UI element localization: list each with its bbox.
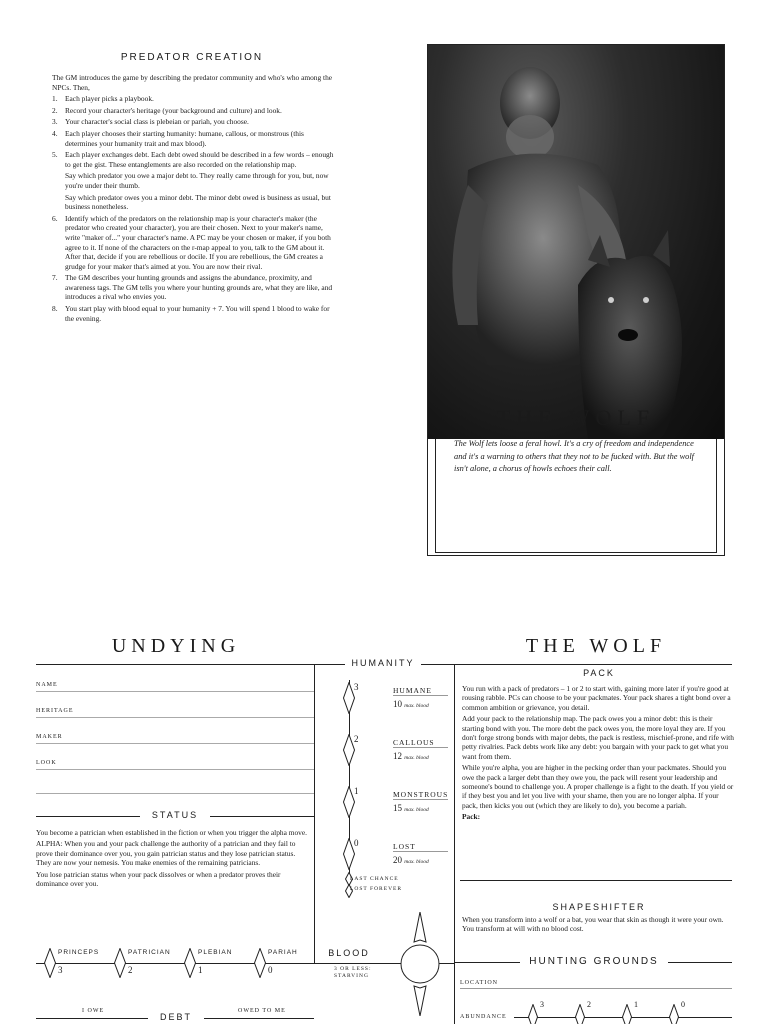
humanity-level-number: 2 [354,734,359,744]
predator-creation-step [52,106,334,116]
predator-creation-header [52,52,332,68]
status-level-label: PRINCEPS [58,949,100,956]
predator-creation-intro: The GM introduces the game by describing the predator community and who's who among the NPCs. Then, [52,73,333,92]
humanity-level-label: HUMANE [393,686,432,695]
step-number: 3. [52,117,58,127]
step-text: Say which predator owes you a minor debt. The minor debt owed is business as usual, but business nonetheless. [65,192,331,212]
humanity-level-rule [393,851,448,852]
step-text: Each player exchanges debt. Each debt owed should be described in a few words – enough to get the gist. These entanglements are also recorded on the relationship map. [65,150,334,169]
abundance-diamond-1[interactable] [622,1004,632,1024]
step-number: 1. [52,94,58,104]
max-blood-caption: max. blood [404,859,429,865]
step-text: Each player picks a playbook. [65,94,154,104]
pack-paragraph-1: You run with a pack of predators – 1 or 2 to start with, gaining more later if you're good at rousing rabble. PCs can choose to be your packmates. Your pack shares a tight bond over a common ambition or grievance, you detail. [462,684,731,712]
step-text: Record your character's heritage (your background and culture) and look. [65,105,282,115]
humanity-max-blood [393,803,429,813]
humanity-max-blood [393,699,429,709]
predator-creation-step [52,304,334,323]
wolf-card-illustration [428,45,724,439]
left-column-divider [314,664,315,964]
step-number: 7. [52,273,58,283]
max-blood-value: 10 [393,699,402,709]
step-number: 2. [52,105,58,115]
extra-field-line[interactable] [36,793,314,794]
abundance-diamond-2[interactable] [575,1004,585,1024]
humanity-level-label: LOST [393,842,416,851]
heritage-field-label: HERITAGE [36,708,74,714]
heritage-field-line[interactable] [36,717,314,718]
status-level-number: 3 [58,965,63,975]
status-track-line [36,963,314,964]
pack-title: PACK [570,668,628,678]
max-blood-caption: max. blood [404,755,429,761]
status-diamond-pariah[interactable] [254,948,266,978]
status-text [36,828,308,888]
card-description: The Wolf lets loose a feral howl. It's a cry of freedom and independence and it's a warning to others that they not to be fucked with. But the wolf isn't alone, a chorus of howls echoes their call. [454,439,694,473]
max-blood-value: 15 [393,803,402,813]
step-text: Identify which of the predators on the relationship map is your character's maker (the predator who created your character), you are their chosen. Next to your maker's name, write "maker of..." your character's name. A PC may be your chosen or maker, if you both agree to it. If none of the characters on the r-map appeal to you, talk to the GM about it. After that, decide if you are rebellious or docile. If you are rebellious, the GM creates a grudge for your maker that's aimed at you. You are now their rival. [65,213,331,271]
name-field-label: NAME [36,682,58,688]
predator-creation-step [52,117,334,127]
humanity-level-rule [393,747,448,748]
predator-creation-body [52,73,334,323]
abundance-diamond-0[interactable] [669,1004,679,1024]
predator-creation-steps [52,94,334,323]
status-paragraph-1: You become a patrician when established in the fiction or when you trigger the alpha move. [36,828,307,837]
status-level-number: 0 [268,965,273,975]
undying-title: UNDYING [111,635,241,657]
status-diamond-princeps[interactable] [44,948,56,978]
abundance-number: 3 [540,1000,544,1009]
humanity-level-number: 1 [354,786,359,796]
illustration-figure-and-wolf [428,45,724,439]
blood-circle-icon[interactable] [400,912,440,1016]
predator-creation-step [52,129,334,148]
right-column-divider [454,664,455,1024]
abundance-number: 0 [681,1000,685,1009]
humanity-level-rule [393,799,448,800]
humanity-level-rule [393,695,448,696]
humanity-max-blood [393,751,429,761]
owed-to-me-label: OWED TO ME [238,1008,286,1014]
look-field-line[interactable] [36,769,314,770]
shapeshifter-title: SHAPESHIFTER [544,902,654,912]
status-paragraph-3: You lose patrician status when your pack dissolves or when a predator proves their dominance over you. [36,869,281,889]
step-text: Your character's social class is plebeian or pariah, you choose. [65,117,249,127]
wolf-card [427,44,725,556]
hunting-grounds-title: HUNTING GROUNDS [520,956,668,967]
predator-creation-step [52,214,334,272]
status-level-number: 1 [198,965,203,975]
predator-creation-step [52,150,334,169]
max-blood-value: 12 [393,751,402,761]
last-chance-label: LAST CHANCE [350,876,399,882]
status-level-label: PLEBIAN [198,949,233,956]
status-diamond-patrician[interactable] [114,948,126,978]
predator-creation-step [52,94,334,104]
look-field-label: LOOK [36,760,57,766]
location-field-line[interactable] [460,988,732,989]
step-number: 8. [52,304,58,314]
maker-field-label: MAKER [36,734,63,740]
humanity-max-blood [393,855,429,865]
debt-title: DEBT [148,1012,204,1022]
status-paragraph-alpha: ALPHA: When you and your pack challenge the authority of a patrician and they fail to prove their dominance over you, you gain patrician status and they lose patrician status. They are now your nemesis. You make enemies of the remaining patricians. [36,839,296,868]
humanity-level-number: 3 [354,682,359,692]
predator-creation-step [52,193,334,212]
pack-text [462,684,734,822]
humanity-level-label: CALLOUS [393,738,435,747]
max-blood-value: 20 [393,855,402,865]
abundance-diamond-3[interactable] [528,1004,538,1024]
humanity-level-number: 0 [354,838,359,848]
status-level-label: PARIAH [268,949,298,956]
card-title: THE WOLF [496,405,656,430]
max-blood-caption: max. blood [404,807,429,813]
pack-paragraph-3: While you're alpha, you are higher in the pecking order than your packmates. Should you owe the pack a larger debt than they owe you, the pack will resent your leadership and someone's bound to challenge you. A proper challenge is a fight to the death. If you yield or if they best you and let you live with your shame, then you are no longer alpha. If your pack, then kicks you out (which they are likely to do), you become a pariah. [462,763,734,810]
step-number: 4. [52,128,58,138]
pack-paragraph-2: Add your pack to the relationship map. The pack owes you a minor debt: this is their starting bond with you. The more debt the pack owes you, the more loyal they are. If you don't forge strong bonds with major debts, the pack is restless, mischief-prone, and rife with petty rivalries. Pack debts work like any debt: you bargain with your pack to get what you want from them. [462,714,734,761]
blood-title: BLOOD [322,948,376,958]
predator-creation-step [52,273,334,302]
step-text: The GM describes your hunting grounds and assigns the abundance, proximity, and awareness tags. The GM tells you where your hunting grounds are, what they are like, and introduces a rival who envies you. [65,273,333,302]
shapeshifter-text: When you transform into a wolf or a bat, you wear that skin as though it were your own. You transform at will with no blood cost. [462,915,724,934]
abundance-number: 1 [634,1000,638,1009]
maker-field-line[interactable] [36,743,314,744]
the-wolf-title: THE WOLF [525,635,667,657]
name-field-line[interactable] [36,691,314,692]
humanity-title: HUMANITY [345,658,421,668]
step-number: 6. [52,213,58,223]
humanity-level-label: MONSTROUS [393,790,449,799]
status-title: STATUS [140,810,210,820]
status-diamond-plebian[interactable] [184,948,196,978]
blood-starving-line2: STARVING [334,973,369,979]
step-text: Each player chooses their starting humanity: humane, callous, or monstrous (this determines your humanity trait and max blood). [65,128,304,148]
pack-label: Pack: [462,812,481,822]
pack-field-line[interactable] [460,880,732,881]
abundance-number: 2 [587,1000,591,1009]
abundance-label: ABUNDANCE [460,1014,507,1020]
step-text: Say which predator you owe a major debt to. They really came through for you, but, now you're under their thumb. [65,171,329,190]
step-number: 5. [52,150,58,160]
blood-starving-line1: 3 OR LESS: [334,966,372,972]
i-owe-label: I OWE [82,1008,105,1014]
status-level-label: PATRICIAN [128,949,171,956]
status-level-number: 2 [128,965,133,975]
predator-creation-step [52,171,334,190]
max-blood-caption: max. blood [404,703,429,709]
lost-forever-label: LOST FOREVER [350,886,403,892]
location-label: LOCATION [460,980,498,986]
step-text: You start play with blood equal to your humanity + 7. You will spend 1 blood to wake for the evening. [65,304,330,323]
predator-creation-title: PREDATOR CREATION [111,52,273,63]
